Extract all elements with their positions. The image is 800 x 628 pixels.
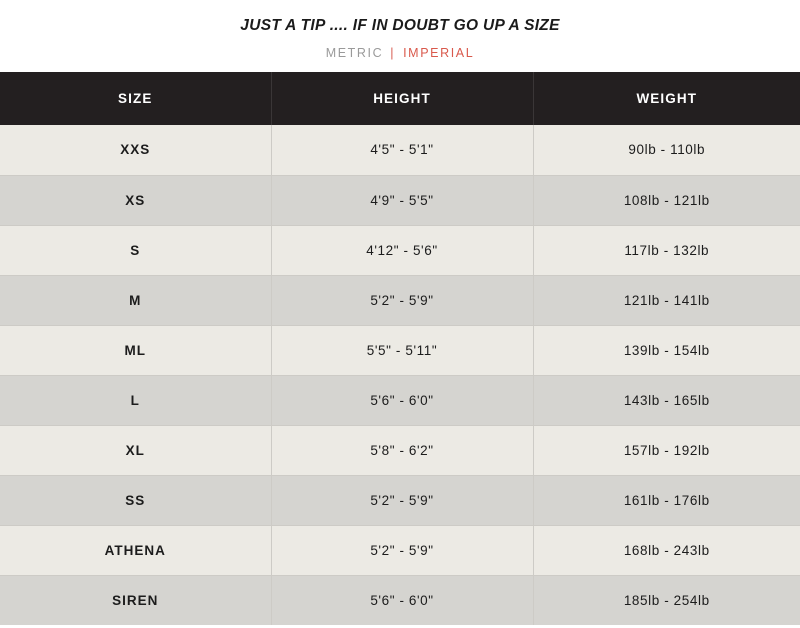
cell-weight: 139lb - 154lb (533, 325, 800, 375)
cell-size: SIREN (0, 575, 271, 625)
cell-height: 5'2" - 5'9" (271, 475, 533, 525)
cell-size: SS (0, 475, 271, 525)
cell-size: XS (0, 175, 271, 225)
cell-size: M (0, 275, 271, 325)
table-row (0, 425, 800, 475)
cell-height: 4'12" - 5'6" (271, 225, 533, 275)
cell-size: ATHENA (0, 525, 271, 575)
cell-size: XL (0, 425, 271, 475)
cell-weight: 108lb - 121lb (533, 175, 800, 225)
table-header (0, 72, 800, 125)
table-row (0, 525, 800, 575)
cell-size: ML (0, 325, 271, 375)
size-chart-table (0, 72, 800, 625)
cell-size: L (0, 375, 271, 425)
column-header-height: HEIGHT (271, 72, 533, 125)
column-header-size: SIZE (0, 72, 271, 125)
unit-option-imperial[interactable]: IMPERIAL (403, 46, 475, 60)
cell-weight: 161lb - 176lb (533, 475, 800, 525)
unit-toggle (326, 46, 475, 60)
cell-height: 4'9" - 5'5" (271, 175, 533, 225)
cell-weight: 121lb - 141lb (533, 275, 800, 325)
cell-height: 5'6" - 6'0" (271, 575, 533, 625)
table-row (0, 275, 800, 325)
table-row (0, 375, 800, 425)
cell-height: 5'5" - 5'11" (271, 325, 533, 375)
table-row (0, 575, 800, 625)
cell-height: 5'2" - 5'9" (271, 525, 533, 575)
cell-weight: 157lb - 192lb (533, 425, 800, 475)
column-header-weight: WEIGHT (533, 72, 800, 125)
cell-height: 5'2" - 5'9" (271, 275, 533, 325)
cell-size: XXS (0, 125, 271, 175)
cell-height: 5'8" - 6'2" (271, 425, 533, 475)
table-header-row (0, 72, 800, 125)
unit-option-metric[interactable]: METRIC (325, 46, 384, 60)
table-row (0, 225, 800, 275)
table-row (0, 175, 800, 225)
cell-size: S (0, 225, 271, 275)
cell-weight: 185lb - 254lb (533, 575, 800, 625)
table-body (0, 125, 800, 625)
table-row (0, 125, 800, 175)
cell-weight: 117lb - 132lb (533, 225, 800, 275)
table-row (0, 325, 800, 375)
cell-height: 4'5" - 5'1" (271, 125, 533, 175)
unit-separator: | (390, 46, 396, 60)
table-row (0, 475, 800, 525)
cell-weight: 143lb - 165lb (533, 375, 800, 425)
cell-weight: 90lb - 110lb (533, 125, 800, 175)
page-title: JUST A TIP .... IF IN DOUBT GO UP A SIZE (240, 17, 560, 34)
cell-height: 5'6" - 6'0" (271, 375, 533, 425)
cell-weight: 168lb - 243lb (533, 525, 800, 575)
